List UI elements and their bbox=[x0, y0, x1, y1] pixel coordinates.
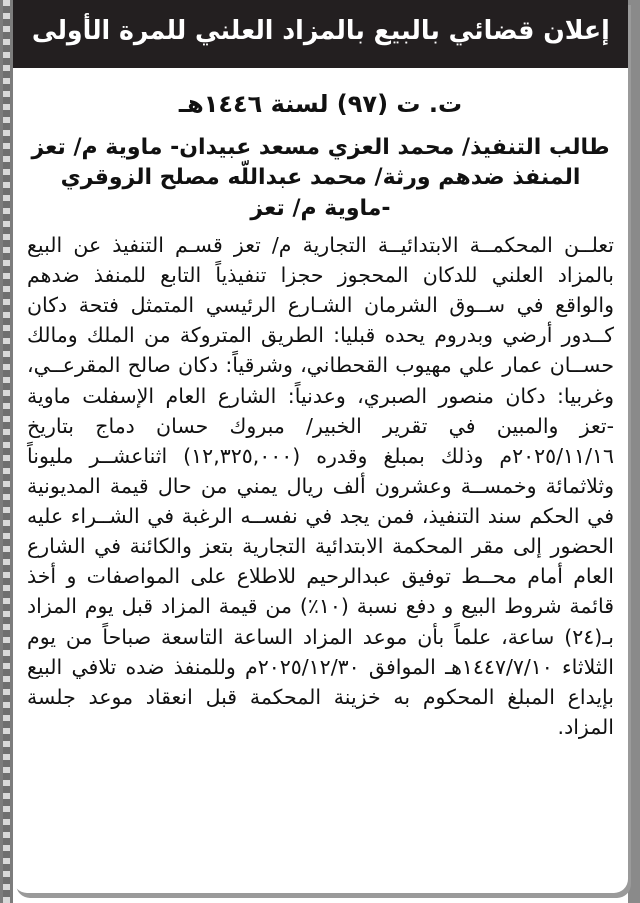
right-column-separator bbox=[628, 0, 640, 903]
notice-banner bbox=[13, 0, 628, 68]
notice-paragraph: تعلــن المحكمــة الابتدائيــة التجارية م/ تعز قسـم التنفيذ عن البيع بالمزاد العلني للدكان المحجوز حجزا تنفيذياً التابع للمنفذ ضدهم والواقع في ســوق الشرمان الشـارع الرئيسي المتمثل فتحة دكان كــدور أرضي وبدروم يحده قبليا: الطريق المتروكة من الملك ومالك حســان عمار علي مهيوب القحطاني، وشرقياً: دكان صالح المقرعــي، وغربيا: دكان منصور الصبري، وعدنياً: الشارع العام الإسفلت ماوية -تعز والمبين في تقرير الخبير/ مبروك حسان دماج بتاريخ ٢٠٢٥/١١/١٦م وذلك بمبلغ وقدره (١٢,٣٢٥,٠٠٠) اثناعشــر مليوناً وثلاثمائة وخمســة وعشرون ألف ريال يمني من حال قيمة المديونية في الحكم سند التنفيذ، فمن يجد في نفســه الرغبة في الشــراء عليه الحضور إلى مقر المحكمة الابتدائية التجارية بتعز والكائنة في الشارع العام أمام محــط توفيق عبدالرحيم للاطلاع على المواصفات و أخذ قائمة شروط البيع و دفع نسبة (١٠٪) من قيمة المزاد قبل يوم المزاد بـ(٢٤) ساعة، علماً بأن موعد المزاد الساعة التاسعة صباحاً من يوم الثلاثاء ١٤٤٧/٧/١٠هـ الموافق ٢٠٢٥/١٢/٣٠م وللمنفذ ضده تلافي البيع بإيداع المبلغ المحكوم به خزينة المحكمة قبل انعقاد موعد جلسة المزاد. bbox=[27, 232, 614, 739]
claimant-line: طالب التنفيذ/ محمد العزي مسعد عبيدان- ماوية م/ تعز bbox=[31, 134, 610, 160]
respondent-line-2: -ماوية م/ تعز bbox=[250, 195, 391, 221]
banner-title: إعلان قضائي بالبيع بالمزاد العلني للمرة الأولى bbox=[31, 16, 610, 47]
notice-card bbox=[13, 0, 628, 893]
parties-block bbox=[27, 133, 614, 224]
notice-body bbox=[13, 68, 628, 750]
left-column-separator bbox=[0, 0, 13, 903]
respondent-line-1: المنفذ ضدهم ورثة/ محمد عبداللّه مصلح الزوقري bbox=[60, 165, 581, 191]
case-number: ت. ت (٩٧) لسنة ١٤٤٦هـ bbox=[178, 90, 463, 118]
